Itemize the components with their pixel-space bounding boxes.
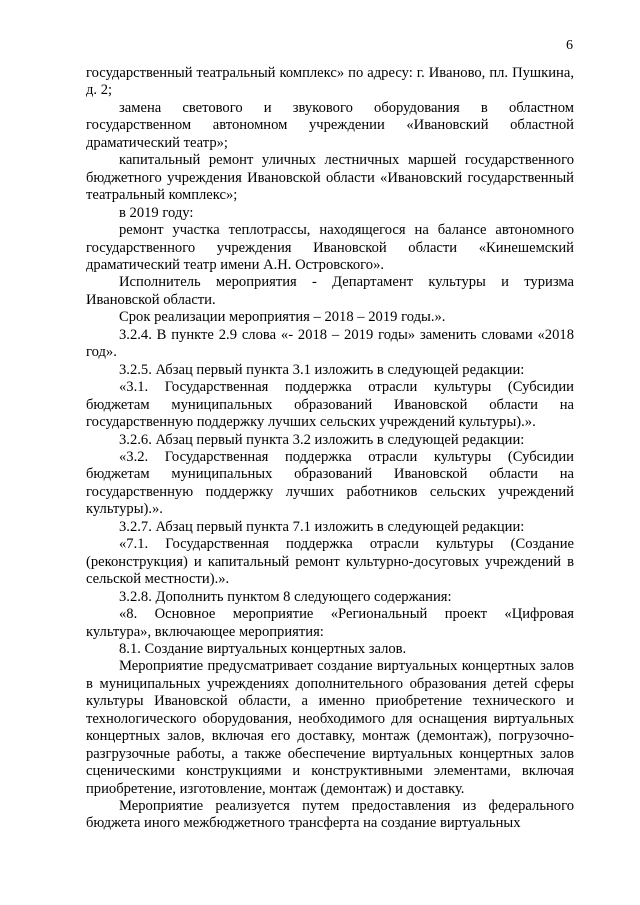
paragraph: Исполнитель мероприятия - Департамент культуры и туризма Ивановской области.: [86, 274, 574, 308]
paragraph: Мероприятие предусматривает создание виртуальных концертных залов в муниципальных учреждениях дополнительного образования детей сферы культуры Ивановской области, а именно приобретение технического и технологического оборудования, необходимого для оснащения виртуальных концертных залов, включая его доставку, монтаж (демонтаж), погрузочно-разгрузочные работы, а также обеспечение виртуальных концертных залов сценическими конструкциями и конструктивными элементами, включая приобретение, изготовление, монтаж (демонтаж) и доставку.: [86, 658, 574, 797]
paragraph: 3.2.4. В пункте 2.9 слова «- 2018 – 2019 годы» заменить словами «2018 год».: [86, 326, 574, 361]
paragraph: 3.2.7. Абзац первый пункта 7.1 изложить в следующей редакции:: [119, 518, 525, 535]
document-body: [86, 65, 574, 833]
page-number: 6: [566, 38, 573, 53]
paragraph: «7.1. Государственная поддержка отрасли культуры (Создание (реконструкция) и капитальный ремонт культурно-досуговых учреждений в сельской местности).».: [86, 536, 574, 588]
paragraph: «3.2. Государственная поддержка отрасли культуры (Субсидии бюджетам муниципальных образований Ивановской области на государственную поддержку лучших работников сельских учреждений культуры).».: [86, 448, 574, 518]
paragraph: «8. Основное мероприятие «Региональный проект «Цифровая культура», включающее мероприятия:: [86, 606, 574, 640]
paragraph: замена светового и звукового оборудования в областном государственном автономном учреждении «Ивановский областной драматический театр»;: [86, 99, 574, 151]
paragraph: в 2019 году:: [119, 204, 194, 221]
paragraph: государственный театральный комплекс» по адресу: г. Иваново, пл. Пушкина, д. 2;: [86, 65, 574, 99]
paragraph: 3.2.8. Дополнить пунктом 8 следующего содержания:: [119, 588, 452, 605]
paragraph: 3.2.5. Абзац первый пункта 3.1 изложить в следующей редакции:: [119, 361, 525, 378]
paragraph: ремонт участка теплотрассы, находящегося на балансе автономного государственного учреждения Ивановской области «Кинешемский драматический театр имени А.Н. Островского».: [86, 222, 574, 273]
paragraph: 8.1. Создание виртуальных концертных залов.: [119, 640, 407, 657]
paragraph: Мероприятие реализуется путем предоставления из федерального бюджета иного межбюджетного трансферта на создание виртуальных: [86, 798, 574, 832]
paragraph: 3.2.6. Абзац первый пункта 3.2 изложить в следующей редакции:: [119, 431, 525, 448]
paragraph: капитальный ремонт уличных лестничных маршей государственного бюджетного учреждения Ивановской области «Ивановский государственный театральный комплекс»;: [86, 152, 574, 204]
paragraph: «3.1. Государственная поддержка отрасли культуры (Субсидии бюджетам муниципальных образований Ивановской области на государственную поддержку лучших сельских учреждений культуры).».: [86, 379, 574, 431]
paragraph: Срок реализации мероприятия – 2018 – 2019 годы.».: [119, 309, 446, 326]
